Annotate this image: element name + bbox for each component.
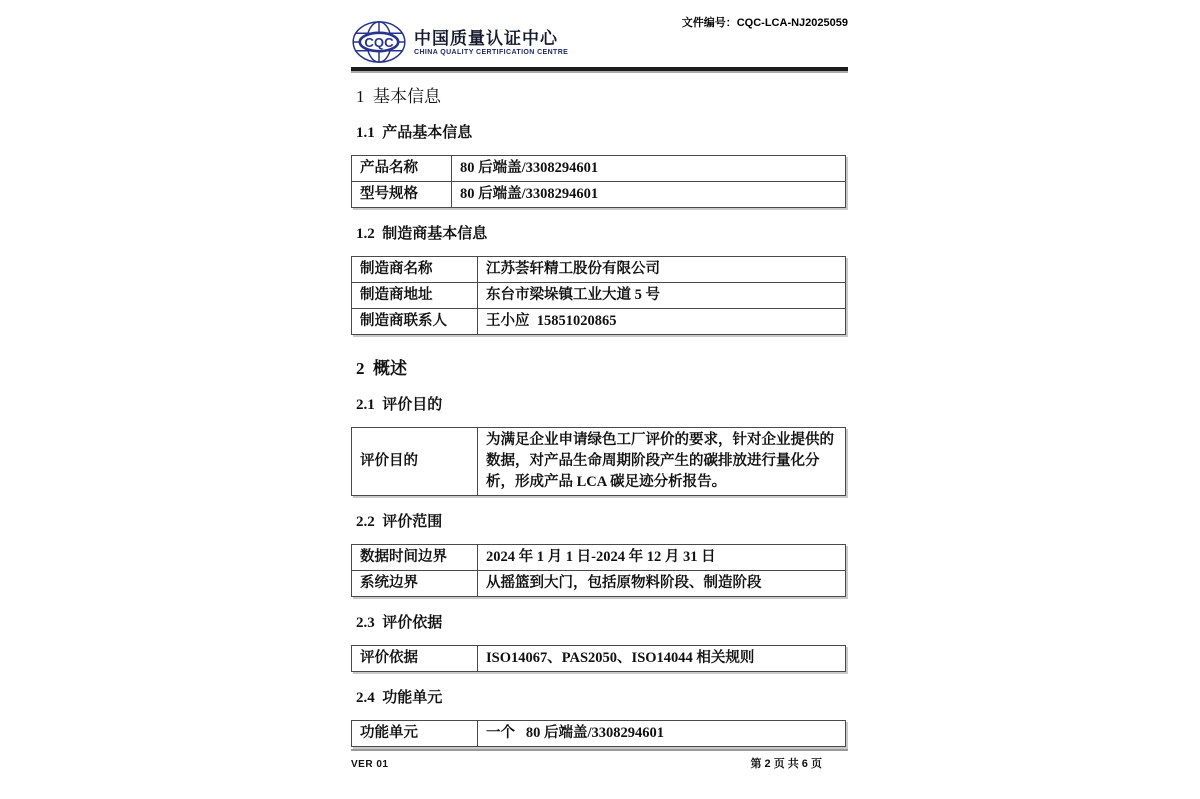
section-1-1-heading: 1.1 产品基本信息 bbox=[356, 125, 473, 141]
section-1-heading: 1 基本信息 bbox=[356, 87, 441, 106]
row-label: 功能单元 bbox=[352, 721, 478, 747]
row-label: 系统边界 bbox=[352, 571, 478, 597]
report-body bbox=[351, 18, 848, 747]
row-value: 2024 年 1 月 1 日-2024 年 12 月 31 日 bbox=[478, 545, 846, 571]
row-label: 制造商联系人 bbox=[352, 309, 478, 335]
row-value: 从摇篮到大门，包括原物料阶段、制造阶段 bbox=[478, 571, 846, 597]
row-value: 一个 80 后端盖/3308294601 bbox=[478, 721, 846, 747]
table-row bbox=[352, 646, 846, 672]
table-row bbox=[352, 257, 846, 283]
row-value: 江苏荟轩精工股份有限公司 bbox=[478, 257, 846, 283]
section-2-1-heading: 2.1 评价目的 bbox=[356, 397, 443, 413]
row-value: 王小应 15851020865 bbox=[478, 309, 846, 335]
footer-divider bbox=[351, 749, 848, 751]
org-name-chinese: 中国质量认证中心 bbox=[414, 28, 558, 48]
org-name-block bbox=[414, 29, 568, 56]
table-row bbox=[352, 309, 846, 335]
table-row bbox=[352, 156, 846, 182]
table-row bbox=[352, 571, 846, 597]
row-value: 为满足企业申请绿色工厂评价的要求，针对企业提供的数据，对产品生命周期阶段产生的碳排放进行量化分析，形成产品 LCA 碳足迹分析报告。 bbox=[478, 428, 846, 496]
row-label: 产品名称 bbox=[352, 156, 452, 182]
section-2-4-heading: 2.4 功能单元 bbox=[356, 690, 443, 706]
file-number-label: 文件编号： bbox=[681, 17, 737, 29]
row-value: 80 后端盖/3308294601 bbox=[452, 156, 846, 182]
row-label: 制造商名称 bbox=[352, 257, 478, 283]
section-2-heading: 2 概述 bbox=[356, 359, 407, 378]
cqc-logo-text: CQC bbox=[364, 34, 394, 50]
file-number-value: CQC-LCA-NJ2025059 bbox=[736, 17, 848, 29]
section-1-2-heading: 1.2 制造商基本信息 bbox=[356, 226, 488, 242]
evaluation-basis-table bbox=[351, 645, 846, 672]
row-label: 制造商地址 bbox=[352, 283, 478, 309]
page-number-label: 第 2 页 共 6 页 bbox=[750, 758, 822, 770]
table-row bbox=[352, 545, 846, 571]
row-value: 80 后端盖/3308294601 bbox=[452, 182, 846, 208]
product-info-table bbox=[351, 155, 846, 208]
evaluation-scope-table bbox=[351, 544, 846, 597]
cqc-brand bbox=[351, 20, 568, 64]
table-row bbox=[352, 428, 846, 496]
row-label: 评价依据 bbox=[352, 646, 478, 672]
org-name-english: CHINA QUALITY CERTIFICATION CENTRE bbox=[414, 48, 569, 56]
file-number-line bbox=[682, 15, 848, 31]
row-label: 型号规格 bbox=[352, 182, 452, 208]
document-footer bbox=[351, 749, 848, 771]
row-value: ISO14067、PAS2050、ISO14044 相关规则 bbox=[478, 646, 846, 672]
row-label: 数据时间边界 bbox=[352, 545, 478, 571]
manufacturer-info-table bbox=[351, 256, 846, 335]
cqc-globe-logo-icon bbox=[351, 20, 407, 64]
table-row bbox=[352, 283, 846, 309]
table-row bbox=[352, 182, 846, 208]
section-2-3-heading: 2.3 评价依据 bbox=[356, 615, 443, 631]
version-label: VER 01 bbox=[351, 759, 389, 770]
functional-unit-table bbox=[351, 720, 846, 747]
table-row bbox=[352, 721, 846, 747]
section-2-2-heading: 2.2 评价范围 bbox=[356, 514, 443, 530]
document-header bbox=[351, 18, 848, 64]
footer-text-row bbox=[351, 755, 848, 771]
evaluation-purpose-table bbox=[351, 427, 846, 496]
file-info-block bbox=[682, 0, 848, 63]
row-label: 评价目的 bbox=[352, 428, 478, 496]
row-value: 东台市梁垛镇工业大道 5 号 bbox=[478, 283, 846, 309]
header-divider bbox=[351, 67, 848, 71]
